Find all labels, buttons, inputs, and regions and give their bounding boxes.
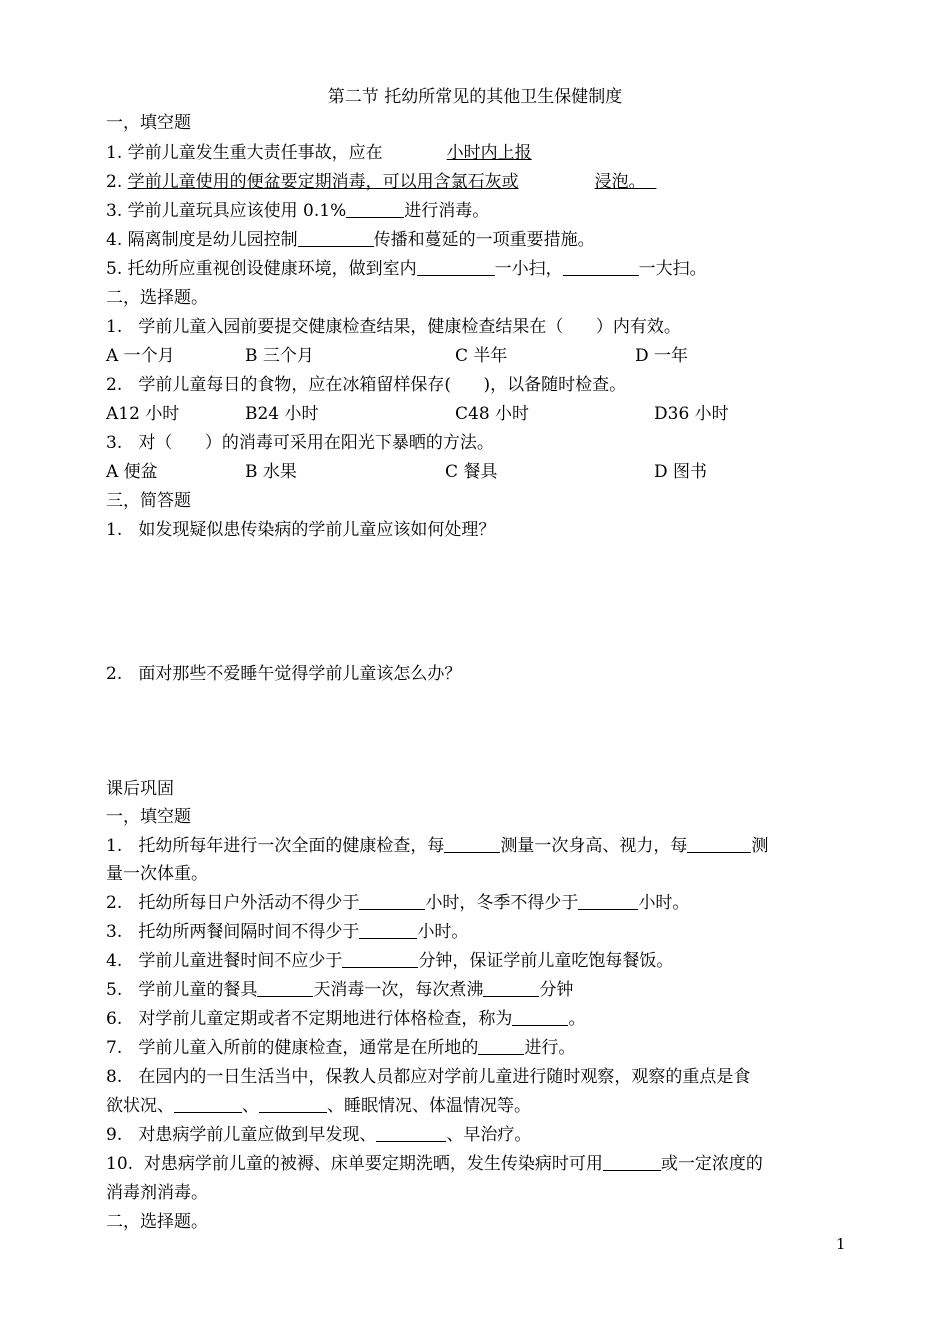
answer-blank: [563, 260, 639, 276]
question-text: 、早治疗。: [446, 1125, 532, 1145]
choice-option: C 半年: [455, 346, 508, 366]
answer-blank: [298, 231, 374, 247]
question-text: 、: [242, 1096, 259, 1116]
answer-blank: [512, 1010, 568, 1026]
question-text: 或一定浓度的: [660, 1154, 763, 1174]
question-text: 学前儿童发生重大责任事故，应在: [127, 143, 383, 163]
after-fill-question-10: [106, 1153, 763, 1175]
question-text: 天消毒一次，每次煮沸: [313, 980, 484, 1000]
question-text: 学前儿童使用的便盆要定期消毒，可以用含氯石灰或: [127, 172, 519, 192]
question-text: 浸泡。: [594, 172, 646, 192]
answer-blank: [359, 923, 417, 939]
after-fill-question-7: [106, 1037, 575, 1059]
question-text: 小时。: [417, 922, 469, 942]
question-text: 小时，冬季不得少于: [425, 893, 579, 913]
fill-question-2: [106, 171, 656, 193]
question-text: 、睡眠情况、体温情况等。: [327, 1096, 531, 1116]
answer-blank: [417, 260, 495, 276]
choice-option: B24 小时: [245, 404, 319, 424]
choice-option: C48 小时: [455, 404, 530, 424]
question-number: 1.: [106, 143, 128, 163]
question-text: 测量一次身高、视力，每: [500, 836, 688, 856]
choice-option: A12 小时: [106, 404, 180, 424]
question-text: 一大扫。: [638, 259, 707, 279]
question-text: 6. 对学前儿童定期或者不定期地进行体格检查，称为: [106, 1009, 513, 1029]
question-text: 3. 托幼所两餐间隔时间不得少于: [106, 922, 360, 942]
after-fill-question-8-cont: [106, 1095, 531, 1117]
after-fill-question-4: [106, 950, 673, 972]
question-text: 1. 托幼所每年进行一次全面的健康检查，每: [106, 836, 445, 856]
answer-blank: [603, 1155, 661, 1171]
page-number: 1: [836, 1235, 846, 1253]
question-text: 传播和蔓延的一项重要措施。: [373, 230, 595, 250]
answer-blank: [444, 837, 500, 853]
after-class-heading: 课后巩固: [106, 779, 174, 799]
question-text: 小时内上报: [446, 143, 532, 163]
question-text: 测: [751, 836, 769, 856]
after-fill-question-1-cont: 量一次体重。: [106, 864, 208, 884]
after-fill-question-10-cont: 消毒剂消毒。: [106, 1183, 208, 1203]
question-number: 2.: [106, 172, 128, 192]
answer-blank: [174, 1097, 242, 1113]
after-fill-question-2: [106, 892, 689, 914]
choice-option: D 图书: [654, 462, 708, 482]
answer-blank: [478, 1039, 524, 1055]
after-fill-question-5: [106, 979, 573, 1001]
choice-option: D36 小时: [654, 404, 729, 424]
fill-question-5: [106, 258, 707, 280]
after-fill-question-9: [106, 1124, 531, 1146]
choice-question-2: 2. 学前儿童每日的食物，应在冰箱留样保存( )，以备随时检查。: [106, 375, 627, 395]
short-answer-question-1: 1. 如发现疑似患传染病的学前儿童应该如何处理？: [106, 520, 496, 540]
question-text: 隔离制度是幼儿园控制: [127, 230, 298, 250]
question-text: 托幼所应重视创设健康环境，做到室内: [127, 259, 417, 279]
question-text: 10. 对患病学前儿童的被褥、床单要定期洗晒，发生传染病时可用: [106, 1154, 603, 1174]
answer-blank: [376, 1126, 446, 1142]
question-text: 。: [568, 1009, 586, 1029]
section-heading-fill: 一，填空题: [106, 807, 191, 827]
question-text: 一小扫，: [494, 259, 563, 279]
choice-option: A 一个月: [106, 346, 175, 366]
question-text: 2. 托幼所每日户外活动不得少于: [106, 893, 360, 913]
question-text: 欲状况、: [106, 1096, 174, 1116]
choice-option: C 餐具: [445, 462, 498, 482]
question-text: 进行。: [524, 1038, 576, 1058]
after-fill-question-3: [106, 921, 468, 943]
answer-blank: [342, 952, 418, 968]
choice-option: B 三个月: [245, 346, 314, 366]
fill-question-1: [106, 142, 532, 164]
section-heading-fill: 一，填空题: [106, 113, 191, 133]
section-heading-choice: 二，选择题。: [106, 288, 208, 308]
choice-option: B 水果: [245, 462, 297, 482]
question-number: 4.: [106, 230, 128, 250]
answer-blank: [359, 894, 425, 910]
short-answer-question-2: 2. 面对那些不爱睡午觉得学前儿童该怎么办？: [106, 664, 462, 684]
question-text: 分钟: [539, 980, 574, 1000]
question-text: 学前儿童玩具应该使用 0.1%: [127, 201, 347, 221]
page-title: 第二节 托幼所常见的其他卫生保健制度: [327, 87, 623, 107]
answer-blank: [483, 981, 539, 997]
question-text: 小时。: [638, 893, 690, 913]
after-fill-question-1: [106, 835, 768, 857]
question-number: 3.: [106, 201, 128, 221]
answer-blank: [257, 981, 313, 997]
section-heading-short-answer: 三，简答题: [106, 491, 191, 511]
answer-blank: [687, 837, 751, 853]
after-fill-question-8: 8. 在园内的一日生活当中，保教人员都应对学前儿童进行随时观察，观察的重点是食: [106, 1067, 751, 1087]
question-text: 9. 对患病学前儿童应做到早发现、: [106, 1125, 377, 1145]
choice-option: D 一年: [635, 346, 689, 366]
answer-blank: [383, 145, 447, 160]
fill-question-4: [106, 229, 595, 251]
question-text: 7. 学前儿童入所前的健康检查，通常是在所地的: [106, 1038, 479, 1058]
choice-question-3: 3. 对（ ）的消毒可采用在阳光下暴晒的方法。: [106, 433, 494, 453]
question-number: 5.: [106, 259, 128, 279]
choice-question-1: 1. 学前儿童入园前要提交健康检查结果，健康检查结果在（ ）内有效。: [106, 317, 681, 337]
answer-blank: [519, 174, 595, 189]
choice-option: A 便盆: [106, 462, 158, 482]
question-text: 4. 学前儿童进餐时间不应少于: [106, 951, 343, 971]
question-text: 分钟，保证学前儿童吃饱每餐饭。: [418, 951, 674, 971]
fill-question-3: [106, 200, 489, 222]
after-fill-question-6: [106, 1008, 585, 1030]
answer-blank: [346, 202, 404, 218]
section-heading-choice: 二，选择题。: [106, 1212, 208, 1232]
answer-blank: [259, 1097, 327, 1113]
question-text: 5. 学前儿童的餐具: [106, 980, 258, 1000]
question-text: 进行消毒。: [404, 201, 490, 221]
answer-blank: [578, 894, 638, 910]
